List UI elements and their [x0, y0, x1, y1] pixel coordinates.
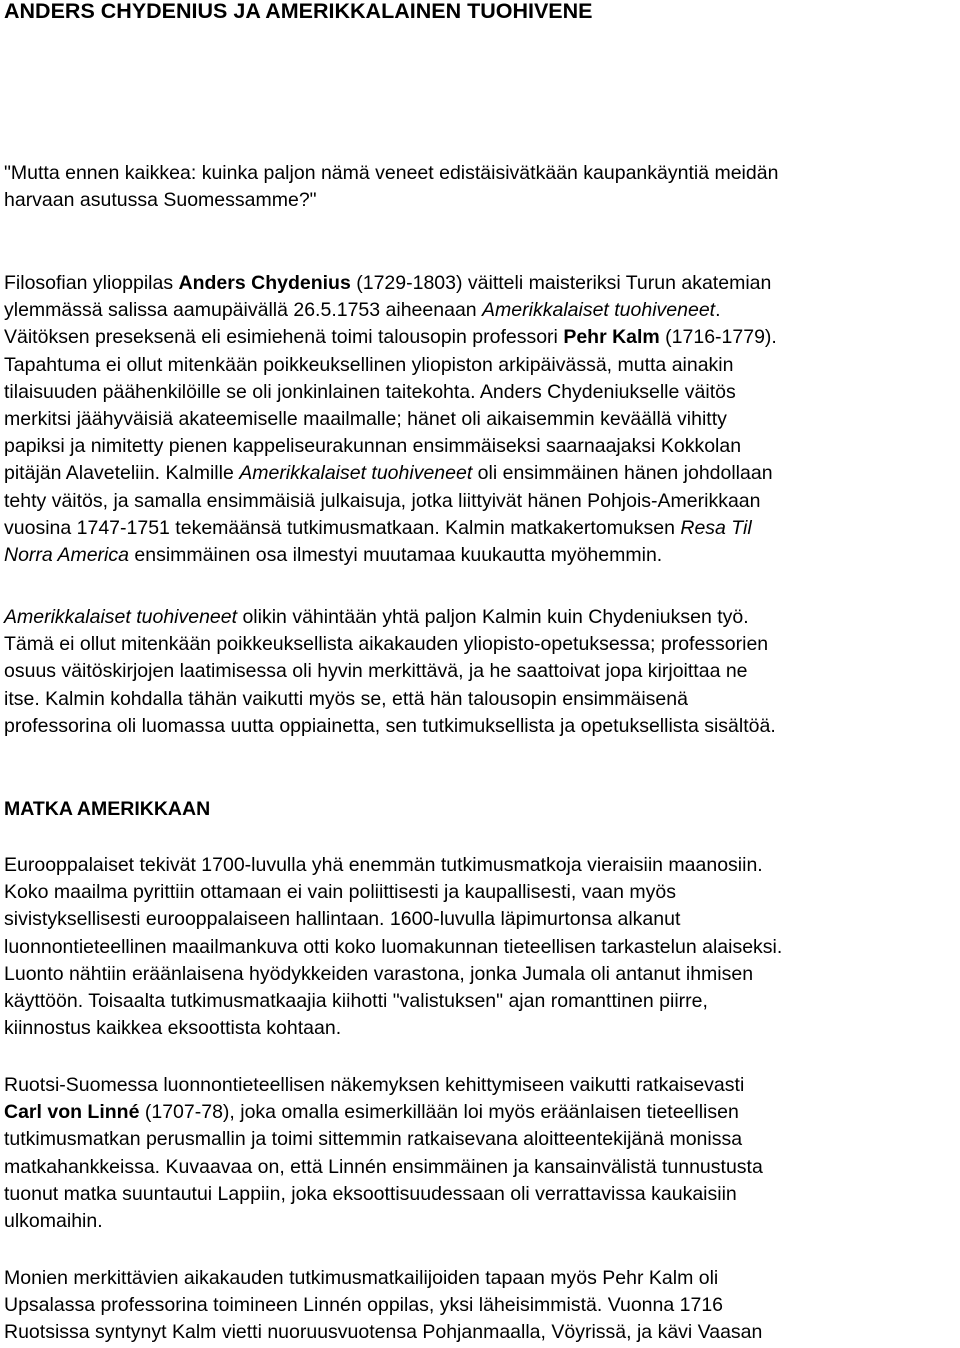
text-line — [4, 324, 958, 351]
text-line — [4, 604, 958, 631]
text-run: oli ensimmäinen hänen johdollaan — [472, 462, 773, 485]
text-line: Koko maailma pyrittiin ottamaan ei vain poliittisesti ja kaupallisesti, vaan myös — [4, 881, 676, 904]
text-line: tilaisuuden päähenkilöille se oli jonkinlainen taitekohta. Anders Chydeniukselle väitös — [4, 380, 736, 403]
person-name-linne: Carl von Linné — [4, 1101, 140, 1124]
paragraph-5 — [4, 1265, 958, 1347]
text-line: tehty väitös, ja samalla ensimmäisiä julkaisuja, jotka liittyivät hänen Pohjois-Amerikkaan — [4, 489, 761, 512]
paragraph-2 — [4, 604, 958, 740]
work-title: Resa Til — [680, 516, 752, 539]
paragraph-4 — [4, 1072, 958, 1235]
text-line — [4, 542, 958, 569]
text-line: Ruotsissa syntynyt Kalm vietti nuoruusvuotensa Pohjanmaalla, Vöyrissä, ja kävi Vaasan — [4, 1321, 763, 1344]
work-title: Norra America — [4, 544, 129, 567]
text-line — [4, 297, 958, 324]
text-line: professorina oli luomassa uutta oppiainetta, sen tutkimuksellista ja opetuksellista sisältöä. — [4, 714, 776, 737]
work-title: Amerikkalaiset tuohiveneet — [482, 299, 716, 322]
opening-quote — [4, 160, 958, 214]
text-run: Filosofian ylioppilas — [4, 272, 179, 294]
text-line: Monien merkittävien aikakauden tutkimusmatkailijoiden tapaan myös Pehr Kalm oli — [4, 1267, 719, 1289]
text-line: luonnontieteellinen maailmankuva otti koko luomakunnan tieteellisen tarkastelun alaiseksi. — [4, 935, 783, 958]
text-line: Eurooppalaiset tekivät 1700-luvulla yhä enemmän tutkimusmatkoja vieraisiin maanosiin. — [4, 854, 763, 876]
text-line: tuonut matka suuntautui Lappiin, joka eksoottisuudessaan oli verrattavissa kaukaisiin — [4, 1182, 737, 1205]
document-title: ANDERS CHYDENIUS JA AMERIKKALAINEN TUOHIVENE — [4, 0, 593, 23]
text-line: kiinnostus kaikkea eksoottista kohtaan. — [4, 1017, 342, 1040]
text-line: Tapahtuma ei ollut mitenkään poikkeuksellinen yliopiston arkipäivässä, mutta ainakin — [4, 353, 734, 376]
text-run: ylemmässä salissa aamupäivällä 26.5.1753 aiheenaan — [4, 299, 483, 322]
text-line: Upsalassa professorina toimineen Linnén oppilas, yksi läheisimmistä. Vuonna 1716 — [4, 1294, 724, 1317]
paragraph-3 — [4, 852, 958, 1042]
text-line — [4, 1099, 958, 1126]
quote-line: "Mutta ennen kaikkea: kuinka paljon nämä veneet edistäisivätkään kaupankäyntiä meidän — [4, 162, 779, 184]
text-line: matkahankkeissa. Kuvaavaa on, että Linnén ensimmäinen ja kansainvälistä tunnustusta — [4, 1155, 763, 1178]
quote-line: harvaan asutussa Suomessamme?" — [4, 189, 317, 212]
text-line: papiksi ja nimitetty pienen kappeliseurakunnan ensimmäiseksi saarnaajaksi Kokkolan — [4, 435, 742, 458]
text-run: pitäjän Alaveteliin. Kalmille — [4, 462, 240, 485]
text-run: (1729-1803) väitteli maisteriksi Turun akatemian — [350, 272, 772, 294]
text-run: Väitöksen preseksenä eli esimiehenä toimi talousopin professori — [4, 326, 564, 349]
text-line: merkitsi jäähyväisiä akateemiselle maailmalle; hänet oli aikaisemmin keväällä vihitty — [4, 408, 727, 431]
text-line: sivistyksellisesti eurooppalaiseen hallintaan. 1600-luvulla läpimurtonsa alkanut — [4, 908, 681, 931]
text-run: ensimmäinen osa ilmestyi muutamaa kuukautta myöhemmin. — [128, 544, 663, 567]
text-line: tutkimusmatkan perusmallin ja toimi sittemmin ratkaisevana aloitteentekijänä monissa — [4, 1128, 743, 1151]
text-run: olikin vähintään yhtä paljon Kalmin kuin Chydeniuksen työ. — [237, 606, 749, 628]
paragraph-1 — [4, 270, 958, 569]
person-name-chydenius: Anders Chydenius — [178, 272, 351, 294]
text-line: käyttöön. Toisaalta tutkimusmatkaajia kiihotti "valistuksen" ajan romanttinen piirre, — [4, 990, 708, 1013]
text-line: Ruotsi-Suomessa luonnontieteellisen näkemyksen kehittymiseen vaikutti ratkaisevasti — [4, 1074, 745, 1096]
section-heading: MATKA AMERIKKAAN — [4, 798, 211, 820]
text-run: (1707-78), joka omalla esimerkillään loi myös eräänlaisen tieteellisen — [139, 1101, 739, 1124]
text-line — [4, 515, 958, 542]
person-name-kalm: Pehr Kalm — [563, 326, 660, 349]
text-line: Luonto nähtiin eräänlaisena hyödykkeiden varastona, jonka Jumala oli antanut ihmisen — [4, 962, 754, 985]
text-run: (1716-1779). — [659, 326, 777, 349]
work-title: Amerikkalaiset tuohiveneet — [239, 462, 473, 485]
text-line: itse. Kalmin kohdalla tähän vaikutti myös se, että hän talousopin ensimmäisenä — [4, 687, 688, 710]
text-line: osuus väitöskirjojen laatimisessa oli hyvin merkittävä, ja he saattoivat jopa kirjoittaa ne — [4, 660, 748, 683]
text-line: Tämä ei ollut mitenkään poikkeuksellista aikakauden yliopisto-opetuksessa; professorien — [4, 633, 769, 656]
text-run: vuosina 1747-1751 tekemäänsä tutkimusmatkaan. Kalmin matkakertomuksen — [4, 516, 681, 539]
text-run: . — [715, 299, 721, 322]
work-title: Amerikkalaiset tuohiveneet — [4, 606, 238, 628]
text-line: ulkomaihin. — [4, 1210, 103, 1233]
text-line — [4, 460, 958, 487]
text-line — [4, 270, 958, 297]
